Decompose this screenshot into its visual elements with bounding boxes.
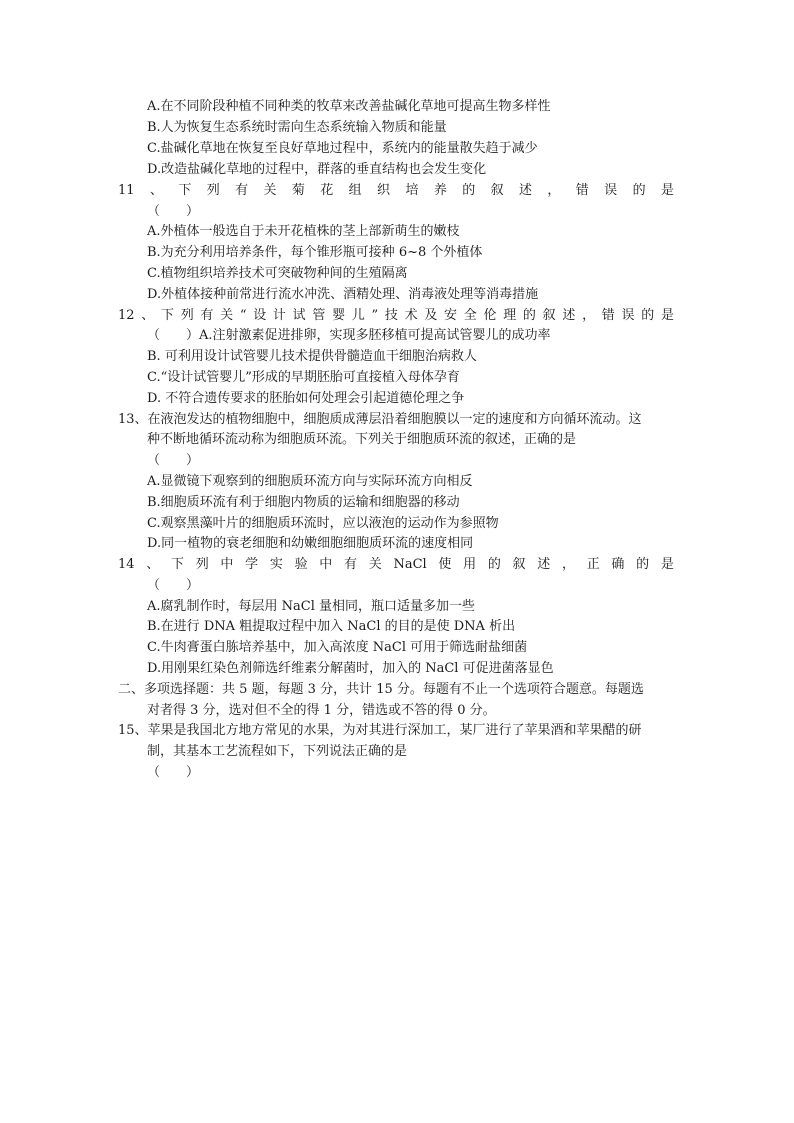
q14-option-d: D.用刚果红染色剂筛选纤维素分解菌时，加入的 NaCl 可促进菌落显色 [147,661,554,676]
section2-instructions-line1: 二、多项选择题：共 5 题，每题 3 分，共计 15 分。每题有不止一个选项符合题意。每题选 [118,682,644,697]
q12-stem-char: ” [371,308,379,323]
q11-stem-char: 下 [178,183,192,198]
q12-option-b: B. 可利用设计试管婴儿技术提供骨髓造血干细胞治病救人 [147,349,477,364]
q12-stem-char: 管 [312,308,326,323]
q13-stem-line1: 13、在液泡发达的植物细胞中，细胞质成薄层沿着细胞膜以一定的速度和方向循环流动。这 [118,412,642,427]
q12-stem-char: 婴 [332,308,346,323]
q12-stem-char: 的 [641,308,655,323]
q12-stem-char: “ [239,308,247,323]
q14-stem-char: 的 [636,557,650,572]
q11-answer-paren: （ ） [147,204,200,219]
q11-stem-char: 花 [320,183,334,198]
q11-stem-char: 织 [377,183,391,198]
q11-stem-char: 列 [206,183,220,198]
q12-stem-char: 误 [621,308,635,323]
q10-option-a: A.在不同阶段种植不同种类的牧草来改善盐碱化草地可提高生物多样性 [147,99,551,114]
q12-stem-char: 下 [160,308,174,323]
q12-stem-char: 叙 [542,308,556,323]
q11-stem-char: ， [547,183,561,198]
q14-stem [118,555,674,575]
q12-stem-char: 是 [660,308,674,323]
q12-stem-char: 术 [404,308,418,323]
q12-stem-char: 儿 [351,308,365,323]
q11-stem-char: 、 [149,183,163,198]
q12-stem-char: 伦 [483,308,497,323]
q13-option-a: A.显微镜下观察到的细胞质环流方向与实际环流方向相反 [147,474,473,489]
q14-stem-char: 有 [344,557,358,572]
q14-stem-char: 确 [611,557,625,572]
q14-stem-char: 是 [660,557,674,572]
q11-stem-char: 组 [348,183,362,198]
q14-option-b: B.在进行 DNA 粗提取过程中加入 NaCl 的目的是使 DNA 析出 [147,619,516,634]
q14-stem-char: 述 [537,557,551,572]
q14-stem-char: 关 [368,557,382,572]
q12-stem [118,306,674,326]
q12-stem-char: 技 [384,308,398,323]
q11-option-a: A.外植体一般选自于未开花植株的茎上部新萌生的嫩枝 [147,224,460,239]
q14-stem-char: 叙 [512,557,526,572]
q11-stem-char: 有 [235,183,249,198]
q11-stem-char: 的 [632,183,646,198]
q11-stem-char: 养 [433,183,447,198]
q14-stem-char: NaCl [393,557,427,572]
q15-answer-paren: （ ） [147,765,200,780]
q14-stem-char: 验 [294,557,308,572]
q11-stem-char: 错 [575,183,589,198]
q10-option-b: B.人为恢复生态系统时需向生态系统输入物质和能量 [147,120,447,135]
q12-stem-char: 全 [463,308,477,323]
q14-stem-char: 用 [463,557,477,572]
q12-stem-char: 计 [272,308,286,323]
q11-option-b: B.为充分利用培养条件，每个锥形瓶可接种 6~8 个外植体 [147,245,483,260]
q14-stem-char: 14 [118,557,135,572]
q14-answer-paren: （ ） [147,578,200,593]
q11-option-c: C.植物组织培养技术可突破物种间的生殖隔离 [147,266,408,281]
q13-stem-line2: 种不断地循环流动称为细胞质环流。下列关于细胞质环流的叙述，正确的是 [147,432,577,447]
q13-answer-paren: （ ） [147,453,200,468]
q11-stem-char: 培 [405,183,419,198]
q15-stem-line2: 制，其基本工艺流程如下，下列说法正确的是 [147,744,408,759]
q14-stem-char: ， [561,557,575,572]
q12-option-d: D. 不符合遗传要求的胚胎如何处理会引起道德伦理之争 [147,391,465,406]
q14-stem-char: 实 [269,557,283,572]
q13-option-c: C.观察黑藻叶片的细胞质环流时，应以液泡的运动作为参照物 [147,516,499,531]
q14-stem-char: 列 [195,557,209,572]
q14-stem-char: 正 [586,557,600,572]
q14-stem-char: 下 [170,557,184,572]
q11-option-d: D.外植体接种前常进行流水冲洗、酒精处理、消毒液处理等消毒措施 [147,287,539,302]
q12-option-a: （ ）A.注射激素促进排卵，实现多胚移植可提高试管婴儿的成功率 [147,328,551,343]
q11-stem-char: 叙 [490,183,504,198]
q12-stem-char: 的 [522,308,536,323]
q14-stem-char: 的 [487,557,501,572]
q11-stem-char: 述 [519,183,533,198]
q12-stem-char: 错 [601,308,615,323]
q12-option-c: C.“设计试管婴儿”形成的早期胚胎可直接植入母体孕育 [147,370,460,385]
q11-stem-char: 11 [118,183,135,198]
q11-stem-char: 关 [263,183,277,198]
q14-stem-char: 使 [438,557,452,572]
q14-option-c: C.牛肉膏蛋白胨培养基中，加入高浓度 NaCl 可用于筛选耐盐细菌 [147,640,528,655]
q11-stem-char: 误 [604,183,618,198]
q14-stem-char: 中 [220,557,234,572]
q11-stem-char: 的 [462,183,476,198]
q12-stem-char: 有 [200,308,214,323]
q10-option-c: C.盐碱化草地在恢复至良好草地过程中，系统内的能量散失趋于减少 [147,141,538,156]
q13-option-d: D.同一植物的衰老细胞和幼嫩细胞细胞质环流的速度相同 [147,536,474,551]
q12-stem-char: 及 [424,308,438,323]
q14-stem-char: 中 [319,557,333,572]
q12-stem-char: 试 [292,308,306,323]
q14-stem-char: 学 [245,557,259,572]
q11-stem-char: 是 [660,183,674,198]
q15-stem-line1: 15、苹果是我国北方地方常见的水果，为对其进行深加工，某厂进行了苹果酒和苹果醋的研 [118,723,642,738]
q12-stem-char: ， [582,308,596,323]
q12-stem-char: 理 [503,308,517,323]
q12-stem-char: 列 [180,308,194,323]
q14-stem-char: 、 [146,557,160,572]
section2-instructions-line2: 对者得 3 分，选对但不全的得 1 分，错选或不答的得 0 分。 [147,703,496,718]
q10-option-d: D.改造盐碱化草地的过程中，群落的垂直结构也会发生变化 [147,162,487,177]
q12-stem-char: 、 [141,308,155,323]
q12-stem-char: 关 [220,308,234,323]
q11-stem [118,181,674,201]
q14-option-a: A.腐乳制作时，每层用 NaCl 量相同，瓶口适量多加一些 [147,599,476,614]
q12-stem-char: 设 [253,308,267,323]
q12-stem-char: 述 [562,308,576,323]
q12-stem-char: 安 [444,308,458,323]
q13-option-b: B.细胞质环流有利于细胞内物质的运输和细胞器的移动 [147,495,460,510]
q12-stem-char: 12 [118,308,135,323]
q11-stem-char: 菊 [291,183,305,198]
